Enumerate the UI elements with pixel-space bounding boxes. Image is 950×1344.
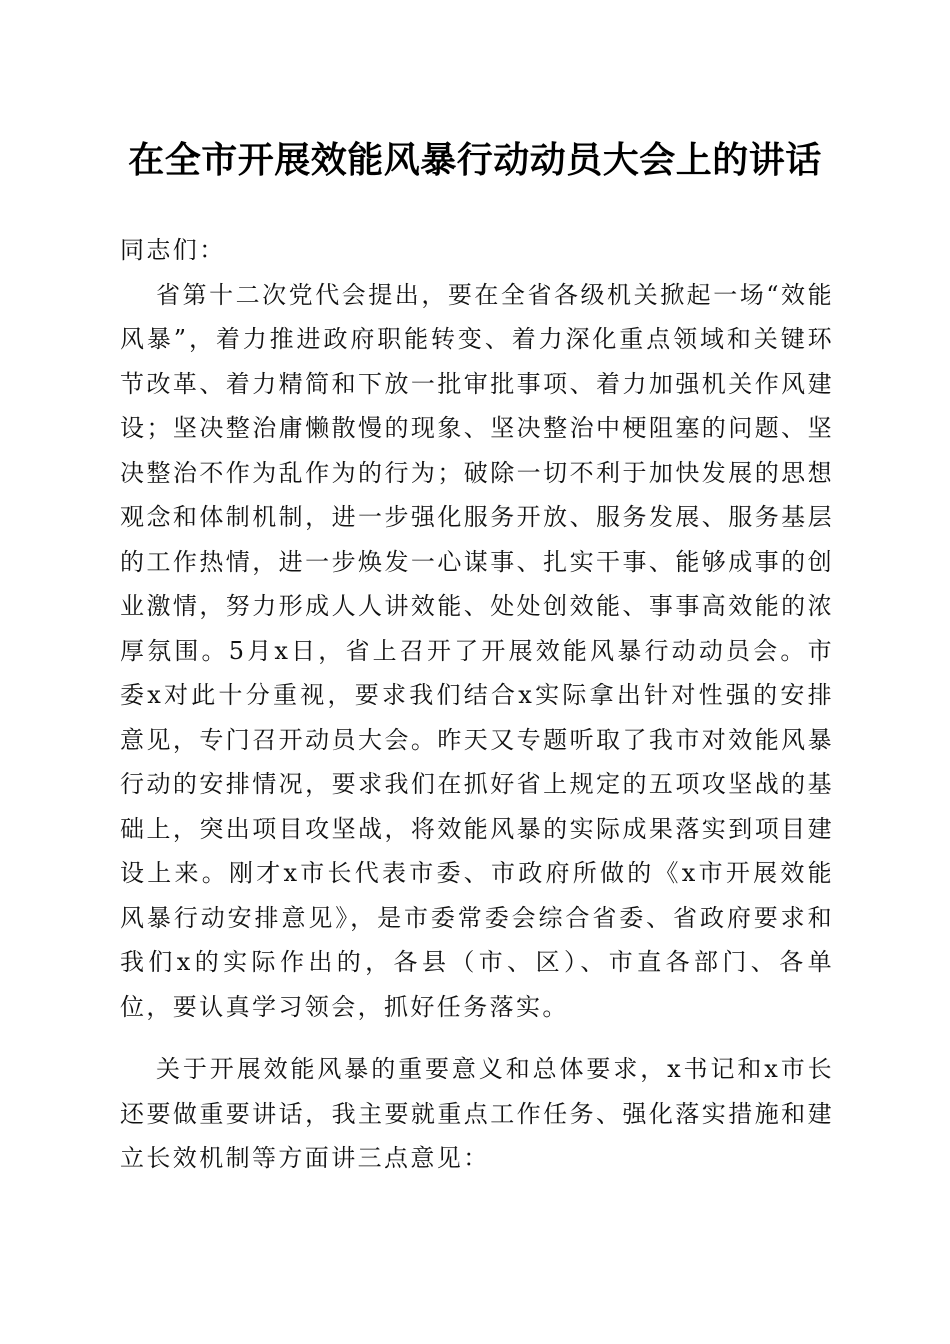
document-title: 在全市开展效能风暴行动动员大会上的讲话 — [128, 139, 822, 181]
document-body — [120, 228, 834, 1181]
salutation: 同志们： — [120, 236, 226, 264]
paragraph: 关于开展效能风暴的重要意义和总体要求，x书记和x市长还要做重要讲话，我主要就重点工作任务、强化落实措施和建立长效机制等方面讲三点意见： — [120, 1055, 834, 1172]
paragraph: 省第十二次党代会提出，要在全省各级机关掀起一场“效能风暴”，着力推进政府职能转变、着力深化重点领域和关键环节改革、着力精简和下放一批审批事项、着力加强机关作风建设；坚决整治庸懒散慢的现象、坚决整治中梗阻塞的问题、坚决整治不作为乱作为的行为；破除一切不利于加快发展的思想观念和体制机制，进一步强化服务开放、服务发展、服务基层的工作热情，进一步焕发一心谋事、扎实干事、能够成事的创业激情，努力形成人人讲效能、处处创效能、事事高效能的浓厚氛围。5月x日，省上召开了开展效能风暴行动动员会。市委x对此十分重视，要求我们结合x实际拿出针对性强的安排意见，专门召开动员大会。昨天又专题听取了我市对效能风暴行动的安排情况，要求我们在抓好省上规定的五项攻坚战的基础上，突出项目攻坚战，将效能风暴的实际成果落实到项目建设上来。刚才x市长代表市委、市政府所做的《x市开展效能风暴行动安排意见》，是市委常委会综合省委、省政府要求和我们x的实际作出的，各县（市、区）、市直各部门、各单位，要认真学习领会，抓好任务落实。 — [120, 280, 834, 1021]
